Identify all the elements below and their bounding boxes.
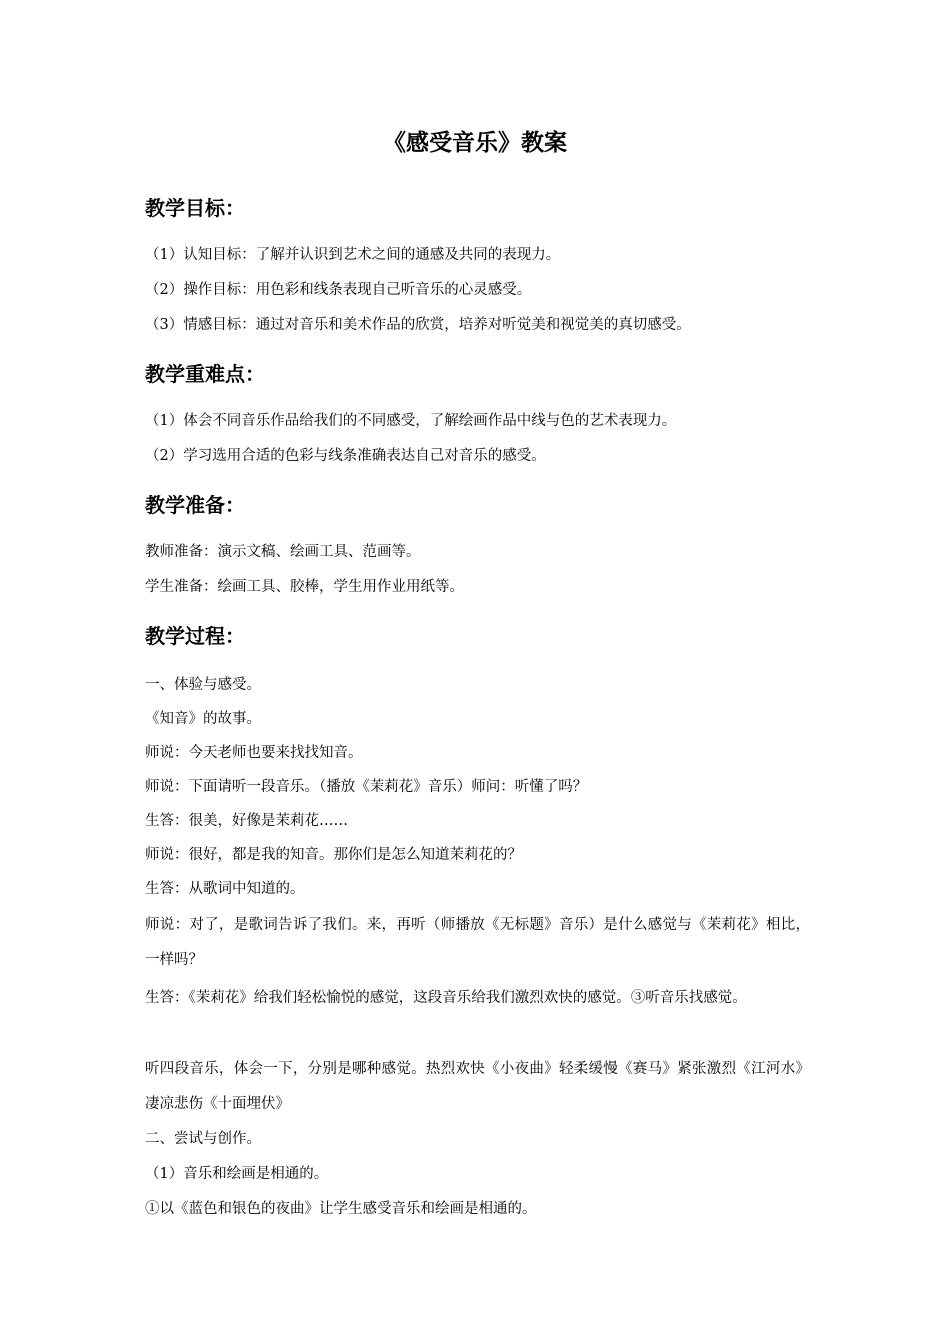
objective-item: （3）情感目标：通过对音乐和美术作品的欣赏，培养对听觉美和视觉美的真切感受。 (145, 317, 691, 333)
key-point-item: （1）体会不同音乐作品给我们的不同感受，了解绘画作品中线与色的艺术表现力。 (145, 413, 677, 429)
section-heading-objectives: 教学目标： (145, 196, 245, 220)
key-point-item: （2）学习选用合适的色彩与线条准确表达自己对音乐的感受。 (145, 448, 546, 464)
process-item: （1）音乐和绘画是相通的。 (145, 1166, 329, 1182)
document-title: 《感受音乐》教案 (383, 130, 567, 156)
objective-item: （2）操作目标：用色彩和线条表现自己听音乐的心灵感受。 (145, 282, 532, 298)
process-item: 生答：从歌词中知道的。 (145, 881, 305, 897)
process-item: 生答：很美，好像是茉莉花…… (145, 813, 348, 829)
preparation-item: 学生准备：绘画工具、胶棒，学生用作业用纸等。 (145, 579, 464, 595)
section-heading-process: 教学过程： (145, 624, 245, 648)
process-item: 一、体验与感受。 (145, 677, 261, 693)
process-item: 听四段音乐，体会一下，分别是哪种感觉。热烈欢快《小夜曲》轻柔缓慢《赛马》紧张激烈《江河水》凄凉悲伤《十面埋伏》 (145, 1061, 810, 1112)
section-heading-key-points: 教学重难点： (145, 362, 265, 386)
preparation-item: 教师准备：演示文稿、绘画工具、范画等。 (145, 544, 421, 560)
process-item: 师说：今天老师也要来找找知音。 (145, 745, 363, 761)
process-item: ①以《蓝色和银色的夜曲》让学生感受音乐和绘画是相通的。 (145, 1201, 537, 1217)
process-item: 《知音》的故事。 (145, 711, 261, 727)
section-heading-preparation: 教学准备： (145, 493, 245, 517)
process-item: 师说：很好，都是我的知音。那你们是怎么知道茉莉花的？ (145, 847, 522, 863)
process-item: 师说：下面请听一段音乐。（播放《茉莉花》音乐）师问：听懂了吗？ (145, 779, 588, 795)
process-item: 二、尝试与创作。 (145, 1131, 261, 1147)
process-item: 生答：《茉莉花》给我们轻松愉悦的感觉，这段音乐给我们激烈欢快的感觉。③听音乐找感觉。 (145, 990, 747, 1006)
objective-item: （1）认知目标：了解并认识到艺术之间的通感及共同的表现力。 (145, 247, 561, 263)
process-item: 师说：对了，是歌词告诉了我们。来，再听（师播放《无标题》音乐）是什么感觉与《茉莉花》相比，一样吗？ (145, 917, 810, 968)
